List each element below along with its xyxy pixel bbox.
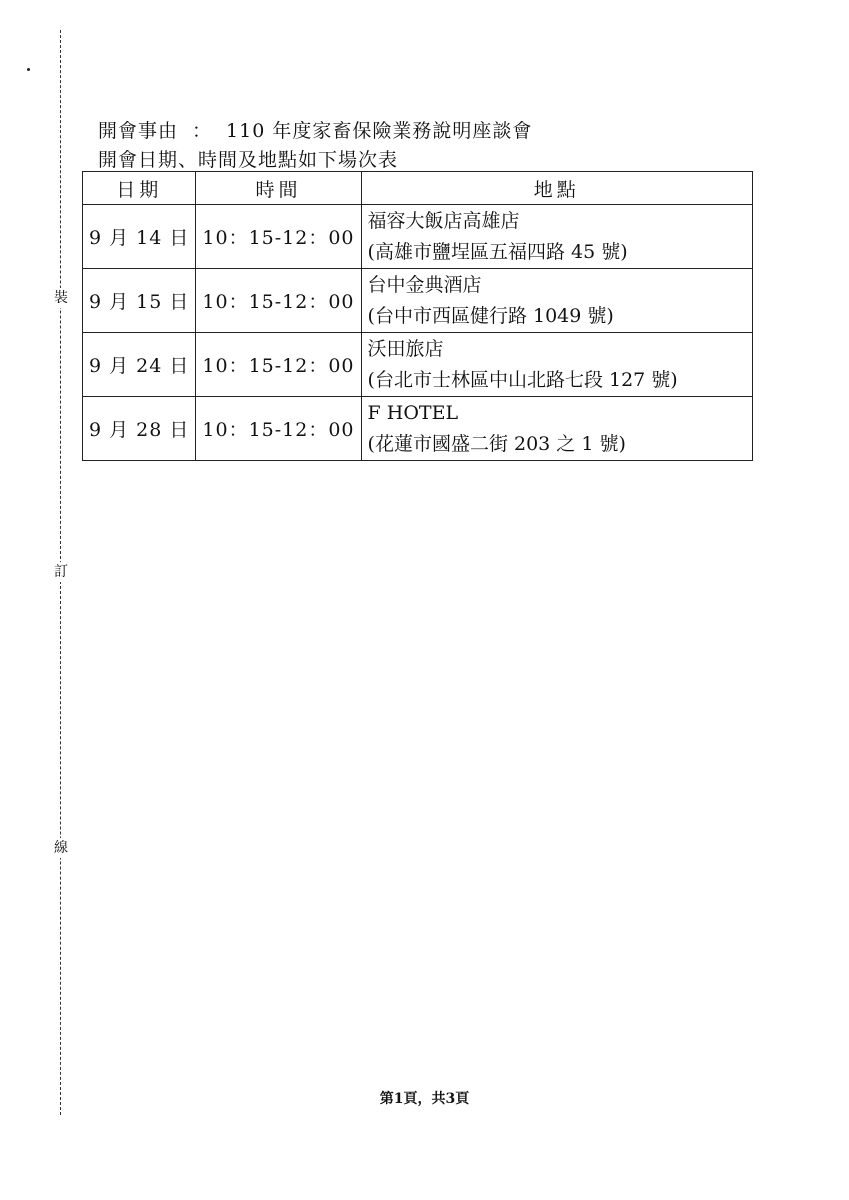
header-time: 時間	[196, 172, 361, 205]
row-time: 10：15-12：00	[196, 333, 361, 397]
scan-speck	[27, 68, 30, 71]
row-date: 9 月 14 日	[83, 205, 196, 269]
row-time: 10：15-12：00	[196, 269, 361, 333]
venue-address: (台中市西區健行路 1049 號)	[367, 304, 614, 327]
row-date: 9 月 28 日	[83, 397, 196, 461]
table-row	[83, 205, 753, 269]
binding-mark-ding: 訂	[51, 562, 71, 582]
meeting-subject-line	[98, 116, 532, 143]
row-time: 10：15-12：00	[196, 205, 361, 269]
schedule-table	[82, 171, 753, 461]
table-row	[83, 397, 753, 461]
venue-address: (台北市士林區中山北路七段 127 號)	[367, 368, 678, 391]
table-row	[83, 333, 753, 397]
venue-name: 福容大飯店高雄店	[367, 209, 520, 232]
page-number: 第1頁，共3頁	[379, 1091, 470, 1107]
row-venue-cell	[361, 397, 752, 461]
venue-name: 沃田旅店	[367, 337, 444, 360]
venue-name: F HOTEL	[367, 401, 459, 424]
header-venue: 地點	[361, 172, 752, 205]
meeting-subject-label: 開會事由	[98, 120, 179, 142]
row-venue-cell	[361, 205, 752, 269]
row-date: 9 月 24 日	[83, 333, 196, 397]
row-time: 10：15-12：00	[196, 397, 361, 461]
venue-name: 台中金典酒店	[367, 273, 482, 296]
binding-mark-xian: 線	[51, 838, 71, 858]
table-header-row	[83, 172, 753, 205]
header-date: 日期	[83, 172, 196, 205]
row-venue-cell	[361, 333, 752, 397]
venue-address: (高雄市鹽埕區五福四路 45 號)	[367, 240, 628, 263]
binding-mark-zhuang: 裝	[51, 288, 71, 308]
row-venue-cell	[361, 269, 752, 333]
meeting-subject-value: 110 年度家畜保險業務說明座談會	[226, 120, 533, 142]
row-date: 9 月 15 日	[83, 269, 196, 333]
meeting-subject-separator: ：	[192, 120, 213, 142]
table-row	[83, 269, 753, 333]
schedule-intro: 開會日期、時間及地點如下場次表	[98, 149, 399, 171]
venue-address: (花蓮市國盛二街 203 之 1 號)	[367, 432, 626, 455]
